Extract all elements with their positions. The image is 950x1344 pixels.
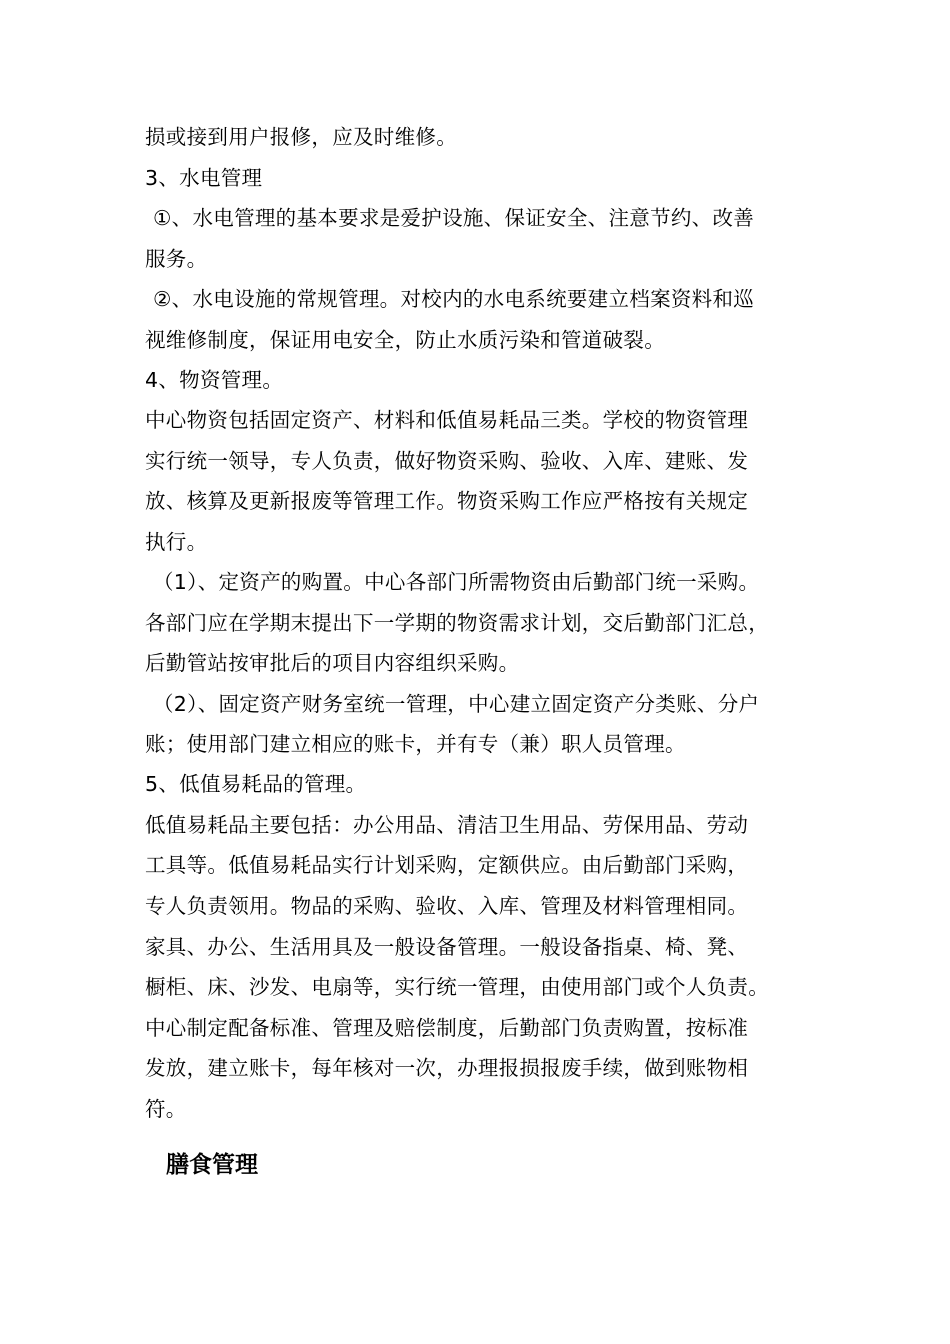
text-line: 中心制定配备标准、管理及赔偿制度，后勤部门负责购置，按标准 xyxy=(145,1016,749,1040)
section-heading: 膳食管理 xyxy=(166,1152,258,1178)
text-line: 橱柜、床、沙发、电扇等，实行统一管理，由使用部门或个人负责。 xyxy=(145,975,769,999)
text-line: 视维修制度，保证用电安全，防止水质污染和管道破裂。 xyxy=(145,328,665,352)
text-line: 后勤管站按审批后的项目内容组织采购。 xyxy=(145,651,520,675)
text-line: 损或接到用户报修，应及时维修。 xyxy=(145,125,457,149)
text-line: 家具、办公、生活用具及一般设备管理。一般设备指桌、椅、凳、 xyxy=(145,935,749,959)
text-line: ②、水电设施的常规管理。对校内的水电系统要建立档案资料和巡 xyxy=(153,287,755,311)
text-line: 放、核算及更新报废等管理工作。物资采购工作应严格按有关规定 xyxy=(145,489,749,513)
text-line: （2）、固定资产财务室统一管理，中心建立固定资产分类账、分户 xyxy=(153,692,760,716)
text-line: 5、低值易耗品的管理。 xyxy=(145,772,367,796)
text-line: 执行。 xyxy=(145,530,208,554)
text-line: 专人负责领用。物品的采购、验收、入库、管理及材料管理相同。 xyxy=(145,894,749,918)
text-line: 发放，建立账卡，每年核对一次，办理报损报废手续，做到账物相 xyxy=(145,1056,749,1080)
text-line: 符。 xyxy=(145,1097,187,1121)
text-line: 4、物资管理。 xyxy=(145,368,284,392)
text-line: （1）、定资产的购置。中心各部门所需物资由后勤部门统一采购。 xyxy=(153,570,760,594)
text-line: 账；使用部门建立相应的账卡，并有专（兼）职人员管理。 xyxy=(145,732,686,756)
text-line: 各部门应在学期末提出下一学期的物资需求计划，交后勤部门汇总， xyxy=(145,611,769,635)
text-line: 工具等。低值易耗品实行计划采购，定额供应。由后勤部门采购， xyxy=(145,853,749,877)
text-line: 服务。 xyxy=(145,247,208,271)
text-line: 实行统一领导，专人负责，做好物资采购、验收、入库、建账、发 xyxy=(145,449,749,473)
text-line: ①、水电管理的基本要求是爱护设施、保证安全、注意节约、改善 xyxy=(153,206,755,230)
text-line: 3、水电管理 xyxy=(145,166,263,190)
text-line: 中心物资包括固定资产、材料和低值易耗品三类。学校的物资管理 xyxy=(145,408,749,432)
text-line: 低值易耗品主要包括：办公用品、清洁卫生用品、劳保用品、劳动 xyxy=(145,813,749,837)
